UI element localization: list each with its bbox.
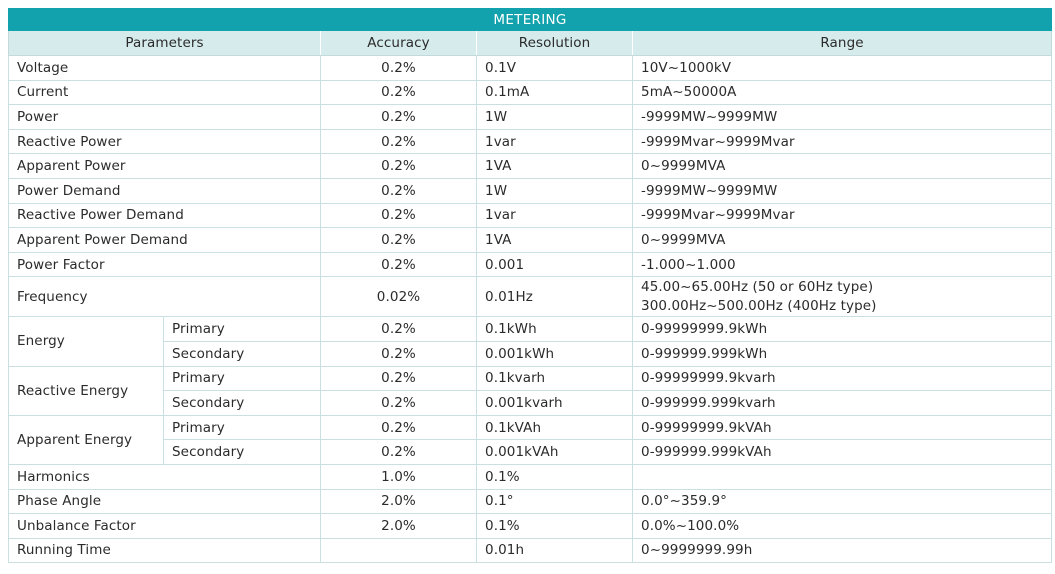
accuracy-cell: 0.2% xyxy=(321,252,477,277)
range-cell: 0~9999999.99h xyxy=(633,538,1052,563)
table-title-row xyxy=(9,9,1052,31)
param-cell: Unbalance Factor xyxy=(9,514,321,539)
range-cell: 10V~1000kV xyxy=(633,56,1052,81)
table-row xyxy=(9,252,1052,277)
resolution-cell: 0.1kvarh xyxy=(477,366,633,391)
range-cell: 5mA~50000A xyxy=(633,80,1052,105)
sub-param-cell: Secondary xyxy=(164,440,321,465)
param-cell: Apparent Power Demand xyxy=(9,228,321,253)
param-cell: Frequency xyxy=(9,277,321,317)
range-cell: 0-99999999.9kVAh xyxy=(633,415,1052,440)
accuracy-cell: 0.2% xyxy=(321,56,477,81)
header-range: Range xyxy=(633,31,1052,56)
table-row xyxy=(9,228,1052,253)
accuracy-cell: 0.2% xyxy=(321,440,477,465)
accuracy-cell: 1.0% xyxy=(321,464,477,489)
accuracy-cell: 0.2% xyxy=(321,154,477,179)
table-row xyxy=(9,80,1052,105)
resolution-cell: 0.1° xyxy=(477,489,633,514)
param-cell: Voltage xyxy=(9,56,321,81)
param-cell: Current xyxy=(9,80,321,105)
range-cell: 0-999999.999kWh xyxy=(633,341,1052,366)
sub-param-cell: Secondary xyxy=(164,391,321,416)
param-cell: Reactive Power Demand xyxy=(9,203,321,228)
accuracy-cell: 0.2% xyxy=(321,80,477,105)
table-row xyxy=(9,105,1052,130)
range-cell: 0-99999999.9kWh xyxy=(633,317,1052,342)
resolution-cell: 1var xyxy=(477,129,633,154)
table-row xyxy=(9,366,1052,391)
resolution-cell: 0.01h xyxy=(477,538,633,563)
range-cell: 0~9999MVA xyxy=(633,154,1052,179)
resolution-cell: 0.001kWh xyxy=(477,341,633,366)
accuracy-cell: 2.0% xyxy=(321,489,477,514)
range-cell: -9999MW~9999MW xyxy=(633,178,1052,203)
range-line: 45.00~65.00Hz (50 or 60Hz type) xyxy=(641,278,874,295)
range-cell: 0-999999.999kVAh xyxy=(633,440,1052,465)
resolution-cell: 0.1V xyxy=(477,56,633,81)
resolution-cell: 0.001kVAh xyxy=(477,440,633,465)
range-cell xyxy=(633,464,1052,489)
range-line: 300.00Hz~500.00Hz (400Hz type) xyxy=(641,297,877,314)
accuracy-cell: 0.2% xyxy=(321,317,477,342)
resolution-cell: 1VA xyxy=(477,154,633,179)
range-cell xyxy=(633,277,1052,317)
sub-param-cell: Secondary xyxy=(164,341,321,366)
resolution-cell: 0.1% xyxy=(477,514,633,539)
table-row xyxy=(9,203,1052,228)
table-row xyxy=(9,277,1052,317)
resolution-cell: 0.01Hz xyxy=(477,277,633,317)
resolution-cell: 0.001kvarh xyxy=(477,391,633,416)
sub-param-cell: Primary xyxy=(164,366,321,391)
table-row xyxy=(9,317,1052,342)
resolution-cell: 0.1kWh xyxy=(477,317,633,342)
sub-param-cell: Primary xyxy=(164,317,321,342)
resolution-cell: 0.1% xyxy=(477,464,633,489)
resolution-cell: 1var xyxy=(477,203,633,228)
table-row xyxy=(9,154,1052,179)
header-accuracy: Accuracy xyxy=(321,31,477,56)
resolution-cell: 0.001 xyxy=(477,252,633,277)
range-cell: 0.0°~359.9° xyxy=(633,489,1052,514)
param-cell: Running Time xyxy=(9,538,321,563)
accuracy-cell: 0.2% xyxy=(321,415,477,440)
metering-spec-table xyxy=(8,8,1052,563)
resolution-cell: 1W xyxy=(477,178,633,203)
resolution-cell: 1W xyxy=(477,105,633,130)
param-cell: Harmonics xyxy=(9,464,321,489)
range-cell: 0.0%~100.0% xyxy=(633,514,1052,539)
accuracy-cell xyxy=(321,538,477,563)
param-group-cell: Reactive Energy xyxy=(9,366,164,415)
table-row xyxy=(9,56,1052,81)
param-cell: Power Demand xyxy=(9,178,321,203)
table-row xyxy=(9,129,1052,154)
resolution-cell: 0.1kVAh xyxy=(477,415,633,440)
header-parameters: Parameters xyxy=(9,31,321,56)
param-cell: Reactive Power xyxy=(9,129,321,154)
resolution-cell: 0.1mA xyxy=(477,80,633,105)
table-row xyxy=(9,178,1052,203)
column-header-row xyxy=(9,31,1052,56)
param-cell: Phase Angle xyxy=(9,489,321,514)
table-row xyxy=(9,464,1052,489)
table-row xyxy=(9,489,1052,514)
param-cell: Apparent Power xyxy=(9,154,321,179)
range-cell: -1.000~1.000 xyxy=(633,252,1052,277)
param-group-cell: Apparent Energy xyxy=(9,415,164,464)
accuracy-cell: 0.2% xyxy=(321,129,477,154)
table-row xyxy=(9,538,1052,563)
accuracy-cell: 0.2% xyxy=(321,228,477,253)
table-row xyxy=(9,514,1052,539)
sub-param-cell: Primary xyxy=(164,415,321,440)
range-cell: 0-999999.999kvarh xyxy=(633,391,1052,416)
header-resolution: Resolution xyxy=(477,31,633,56)
table-row xyxy=(9,391,1052,416)
range-cell: -9999Mvar~9999Mvar xyxy=(633,129,1052,154)
accuracy-cell: 0.2% xyxy=(321,203,477,228)
resolution-cell: 1VA xyxy=(477,228,633,253)
accuracy-cell: 0.2% xyxy=(321,391,477,416)
table-row xyxy=(9,341,1052,366)
table-row xyxy=(9,440,1052,465)
accuracy-cell: 0.02% xyxy=(321,277,477,317)
accuracy-cell: 0.2% xyxy=(321,366,477,391)
table-row xyxy=(9,415,1052,440)
accuracy-cell: 0.2% xyxy=(321,105,477,130)
accuracy-cell: 2.0% xyxy=(321,514,477,539)
range-cell: 0-99999999.9kvarh xyxy=(633,366,1052,391)
range-cell: -9999Mvar~9999Mvar xyxy=(633,203,1052,228)
range-cell: -9999MW~9999MW xyxy=(633,105,1052,130)
accuracy-cell: 0.2% xyxy=(321,341,477,366)
param-group-cell: Energy xyxy=(9,317,164,366)
param-cell: Power xyxy=(9,105,321,130)
param-cell: Power Factor xyxy=(9,252,321,277)
metering-spec-table-container xyxy=(8,8,1051,563)
range-cell: 0~9999MVA xyxy=(633,228,1052,253)
table-title: METERING xyxy=(9,9,1052,31)
accuracy-cell: 0.2% xyxy=(321,178,477,203)
